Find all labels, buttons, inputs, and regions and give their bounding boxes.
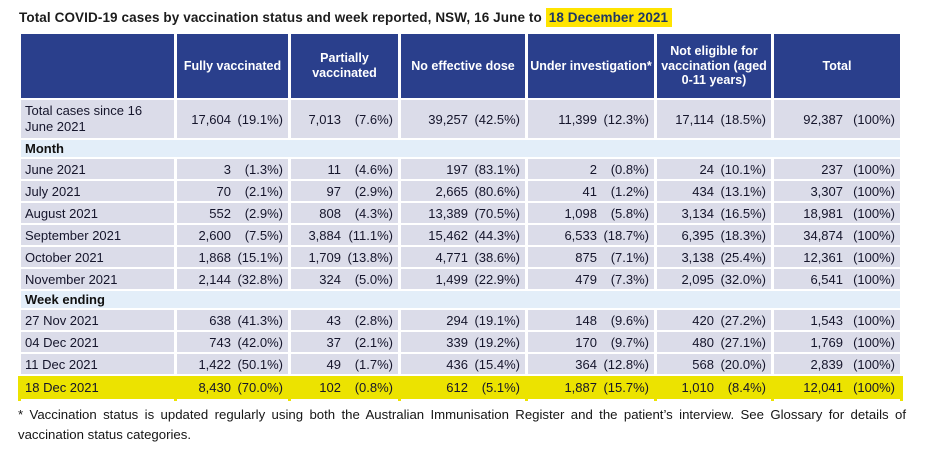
cell-percent: (27.1%) [720,334,766,350]
cell-percent: (100%) [853,183,895,199]
header-cell-partially-vaccinated: Partially vaccinated [290,33,400,99]
cell-percent: (9.6%) [610,312,649,328]
cell-count: 37 [326,334,341,350]
cell-percent: (41.3%) [237,312,283,328]
cell-count: 2,095 [681,271,714,287]
cell-count: 39,257 [428,111,468,127]
data-cell [773,353,902,375]
cell-percent: (100%) [853,356,895,372]
cell-count: 1,010 [681,380,714,395]
data-cell [773,331,902,353]
cell-percent: (15.4%) [474,356,520,372]
data-cell [290,331,400,353]
section-row-label: Month [20,139,902,158]
data-cell [400,353,527,375]
cell-percent: (10.1%) [720,161,766,177]
table-row [20,309,902,331]
cell-percent: (100%) [853,227,895,243]
cell-percent: (8.4%) [727,380,766,395]
table-body [20,99,902,400]
cell-count: 339 [446,334,468,350]
cell-count: 568 [692,356,714,372]
data-cell [176,375,290,400]
cell-count: 34,874 [803,227,843,243]
data-cell [400,309,527,331]
cell-count: 102 [319,380,341,395]
cell-percent: (1.7%) [354,356,393,372]
data-cell [773,375,902,400]
data-cell [400,224,527,246]
cell-percent: (50.1%) [237,356,283,372]
table-header [20,33,902,99]
cell-percent: (19.1%) [474,312,520,328]
data-cell [656,202,773,224]
cell-count: 170 [575,334,597,350]
data-cell [176,202,290,224]
data-cell [400,180,527,202]
cell-percent: (32.8%) [237,271,283,287]
cell-percent: (19.2%) [474,334,520,350]
cell-count: 12,361 [803,249,843,265]
cell-count: 434 [692,183,714,199]
cell-percent: (80.6%) [474,183,520,199]
row-label: June 2021 [20,158,176,180]
data-cell [527,309,656,331]
cell-count: 13,389 [428,205,468,221]
cell-count: 1,422 [198,356,231,372]
data-cell [527,246,656,268]
cell-count: 97 [326,183,341,199]
cell-count: 3,884 [308,227,341,243]
row-label: 18 Dec 2021 [20,375,176,400]
cell-percent: (18.3%) [720,227,766,243]
cell-percent: (16.5%) [720,205,766,221]
table-row [20,202,902,224]
cell-percent: (38.6%) [474,249,520,265]
cell-count: 70 [216,183,231,199]
cell-percent: (2.8%) [354,312,393,328]
cell-percent: (7.3%) [610,271,649,287]
cell-percent: (7.6%) [354,111,393,127]
cell-count: 364 [575,356,597,372]
cell-percent: (20.0%) [720,356,766,372]
cell-percent: (100%) [853,334,895,350]
row-label: Total cases since 16 June 2021 [20,99,176,139]
cell-percent: (100%) [853,380,895,395]
cell-count: 4,771 [435,249,468,265]
cell-percent: (15.1%) [237,249,283,265]
data-cell [656,158,773,180]
cell-count: 1,543 [810,312,843,328]
cell-percent: (100%) [853,312,895,328]
cell-count: 2,665 [435,183,468,199]
row-label: 27 Nov 2021 [20,309,176,331]
data-cell [176,331,290,353]
cell-count: 1,499 [435,271,468,287]
cell-count: 24 [699,161,714,177]
data-cell [176,246,290,268]
cell-percent: (7.1%) [610,249,649,265]
cell-count: 808 [319,205,341,221]
data-cell [527,158,656,180]
cell-count: 17,604 [191,111,231,127]
header-cell-not-eligible: Not eligible for vaccination (aged 0-11 years) [656,33,773,99]
cell-count: 480 [692,334,714,350]
cell-percent: (100%) [853,161,895,177]
cell-count: 6,541 [810,271,843,287]
cell-count: 420 [692,312,714,328]
row-label: September 2021 [20,224,176,246]
cell-count: 612 [446,380,468,395]
data-cell [773,268,902,290]
cell-count: 743 [209,334,231,350]
header-cell-under-investigation: Under investigation* [527,33,656,99]
cell-percent: (2.1%) [244,183,283,199]
row-label: August 2021 [20,202,176,224]
data-cell [656,331,773,353]
cell-percent: (15.7%) [603,380,649,395]
data-cell [527,202,656,224]
data-cell [527,268,656,290]
table-title [19,10,942,25]
data-cell [527,331,656,353]
cell-count: 3,138 [681,249,714,265]
cell-count: 12,041 [803,380,843,395]
cell-percent: (70.5%) [474,205,520,221]
cell-percent: (12.3%) [603,111,649,127]
table-row [20,353,902,375]
data-cell [527,99,656,139]
highlighted-table-row [20,375,902,400]
cell-count: 1,098 [564,205,597,221]
header-cell-blank [20,33,176,99]
header-cell-total: Total [773,33,902,99]
cell-count: 197 [446,161,468,177]
cell-percent: (5.8%) [610,205,649,221]
cell-percent: (100%) [853,249,895,265]
cell-count: 7,013 [308,111,341,127]
cell-count: 49 [326,356,341,372]
data-cell [400,202,527,224]
cell-percent: (100%) [853,271,895,287]
cell-percent: (42.5%) [474,111,520,127]
cell-count: 43 [326,312,341,328]
data-cell [400,268,527,290]
cell-percent: (4.6%) [354,161,393,177]
cell-count: 237 [821,161,843,177]
data-cell [656,375,773,400]
data-cell [290,353,400,375]
data-cell [656,309,773,331]
cell-count: 3 [223,161,231,177]
cell-count: 2 [589,161,597,177]
data-cell [656,246,773,268]
table-row [20,246,902,268]
header-row [20,33,902,99]
cell-count: 92,387 [803,111,843,127]
data-cell [400,331,527,353]
covid-cases-by-vaccination-status-table [18,32,903,401]
row-label: November 2021 [20,268,176,290]
data-cell [290,375,400,400]
section-row-label: Week ending [20,290,902,309]
cell-percent: (0.8%) [354,380,393,395]
cell-count: 875 [575,249,597,265]
footnote: * Vaccination status is updated regularly using both the Australian Immunisation Register and the patient’s interview. See Glossary for details of vaccination status categories. [18,407,906,442]
row-label: 04 Dec 2021 [20,331,176,353]
cell-count: 148 [575,312,597,328]
cell-percent: (4.3%) [354,205,393,221]
data-cell [176,353,290,375]
table-row [20,180,902,202]
row-label: July 2021 [20,180,176,202]
data-cell [176,99,290,139]
table-row [20,268,902,290]
data-cell [290,202,400,224]
data-cell [773,309,902,331]
cell-count: 2,600 [198,227,231,243]
data-cell [176,268,290,290]
cell-percent: (18.7%) [603,227,649,243]
cell-percent: (22.9%) [474,271,520,287]
data-cell [656,353,773,375]
cell-percent: (70.0%) [237,380,283,395]
cell-percent: (11.1%) [348,227,393,243]
cell-count: 638 [209,312,231,328]
data-cell [400,375,527,400]
data-cell [400,158,527,180]
cell-count: 3,307 [810,183,843,199]
cell-percent: (13.1%) [720,183,766,199]
cell-percent: (0.8%) [610,161,649,177]
cell-count: 6,395 [681,227,714,243]
cell-percent: (12.8%) [603,356,649,372]
data-cell [773,158,902,180]
cell-count: 1,769 [810,334,843,350]
data-cell [176,158,290,180]
cell-count: 2,839 [810,356,843,372]
cell-count: 15,462 [428,227,468,243]
table-row [20,158,902,180]
data-cell [656,99,773,139]
data-cell [773,99,902,139]
data-cell [527,375,656,400]
data-cell [176,309,290,331]
cell-percent: (100%) [853,111,895,127]
cell-count: 1,868 [198,249,231,265]
cell-count: 18,981 [803,205,843,221]
data-cell [773,180,902,202]
cell-percent: (2.1%) [354,334,393,350]
cell-percent: (7.5%) [244,227,283,243]
cell-percent: (18.5%) [720,111,766,127]
cell-count: 6,533 [564,227,597,243]
cell-count: 2,144 [198,271,231,287]
cell-count: 8,430 [198,380,231,395]
cell-percent: (27.2%) [720,312,766,328]
cell-count: 1,887 [564,380,597,395]
data-cell [290,224,400,246]
header-cell-fully-vaccinated: Fully vaccinated [176,33,290,99]
cell-count: 436 [446,356,468,372]
data-cell [656,268,773,290]
table-row [20,224,902,246]
cell-percent: (2.9%) [354,183,393,199]
data-cell [290,268,400,290]
table-title-text: Total COVID-19 cases by vaccination status and week reported, NSW, 16 June to [19,10,546,25]
cell-percent: (44.3%) [474,227,520,243]
cell-percent: (32.0%) [720,271,766,287]
cell-percent: (42.0%) [237,334,283,350]
data-cell [400,99,527,139]
header-cell-no-effective-dose: No effective dose [400,33,527,99]
cell-count: 11 [327,161,341,177]
data-cell [527,180,656,202]
cell-percent: (1.3%) [244,161,283,177]
cell-count: 479 [575,271,597,287]
table-row [20,99,902,139]
table-row [20,331,902,353]
section-row [20,139,902,158]
row-label: 11 Dec 2021 [20,353,176,375]
cell-percent: (9.7%) [610,334,649,350]
cell-count: 11,399 [558,111,597,127]
table-title-highlight-date: 18 December 2021 [546,8,672,27]
cell-percent: (5.0%) [354,271,393,287]
data-cell [773,202,902,224]
cell-percent: (13.8%) [347,249,393,265]
cell-percent: (100%) [853,205,895,221]
data-cell [290,246,400,268]
data-cell [527,353,656,375]
cell-percent: (25.4%) [720,249,766,265]
data-cell [773,246,902,268]
cell-count: 552 [209,205,231,221]
cell-count: 324 [319,271,341,287]
data-cell [290,99,400,139]
data-cell [773,224,902,246]
data-cell [527,224,656,246]
data-cell [290,158,400,180]
data-cell [176,180,290,202]
data-cell [400,246,527,268]
row-label: October 2021 [20,246,176,268]
cell-count: 294 [446,312,468,328]
cell-percent: (5.1%) [481,380,520,395]
data-cell [290,180,400,202]
cell-percent: (1.2%) [610,183,649,199]
cell-percent: (19.1%) [237,111,283,127]
cell-percent: (83.1%) [474,161,520,177]
cell-count: 1,709 [308,249,341,265]
cell-count: 41 [582,183,597,199]
data-cell [176,224,290,246]
cell-count: 17,114 [675,111,714,127]
data-cell [656,180,773,202]
cell-count: 3,134 [681,205,714,221]
data-cell [290,309,400,331]
cell-percent: (2.9%) [244,205,283,221]
section-row [20,290,902,309]
data-cell [656,224,773,246]
